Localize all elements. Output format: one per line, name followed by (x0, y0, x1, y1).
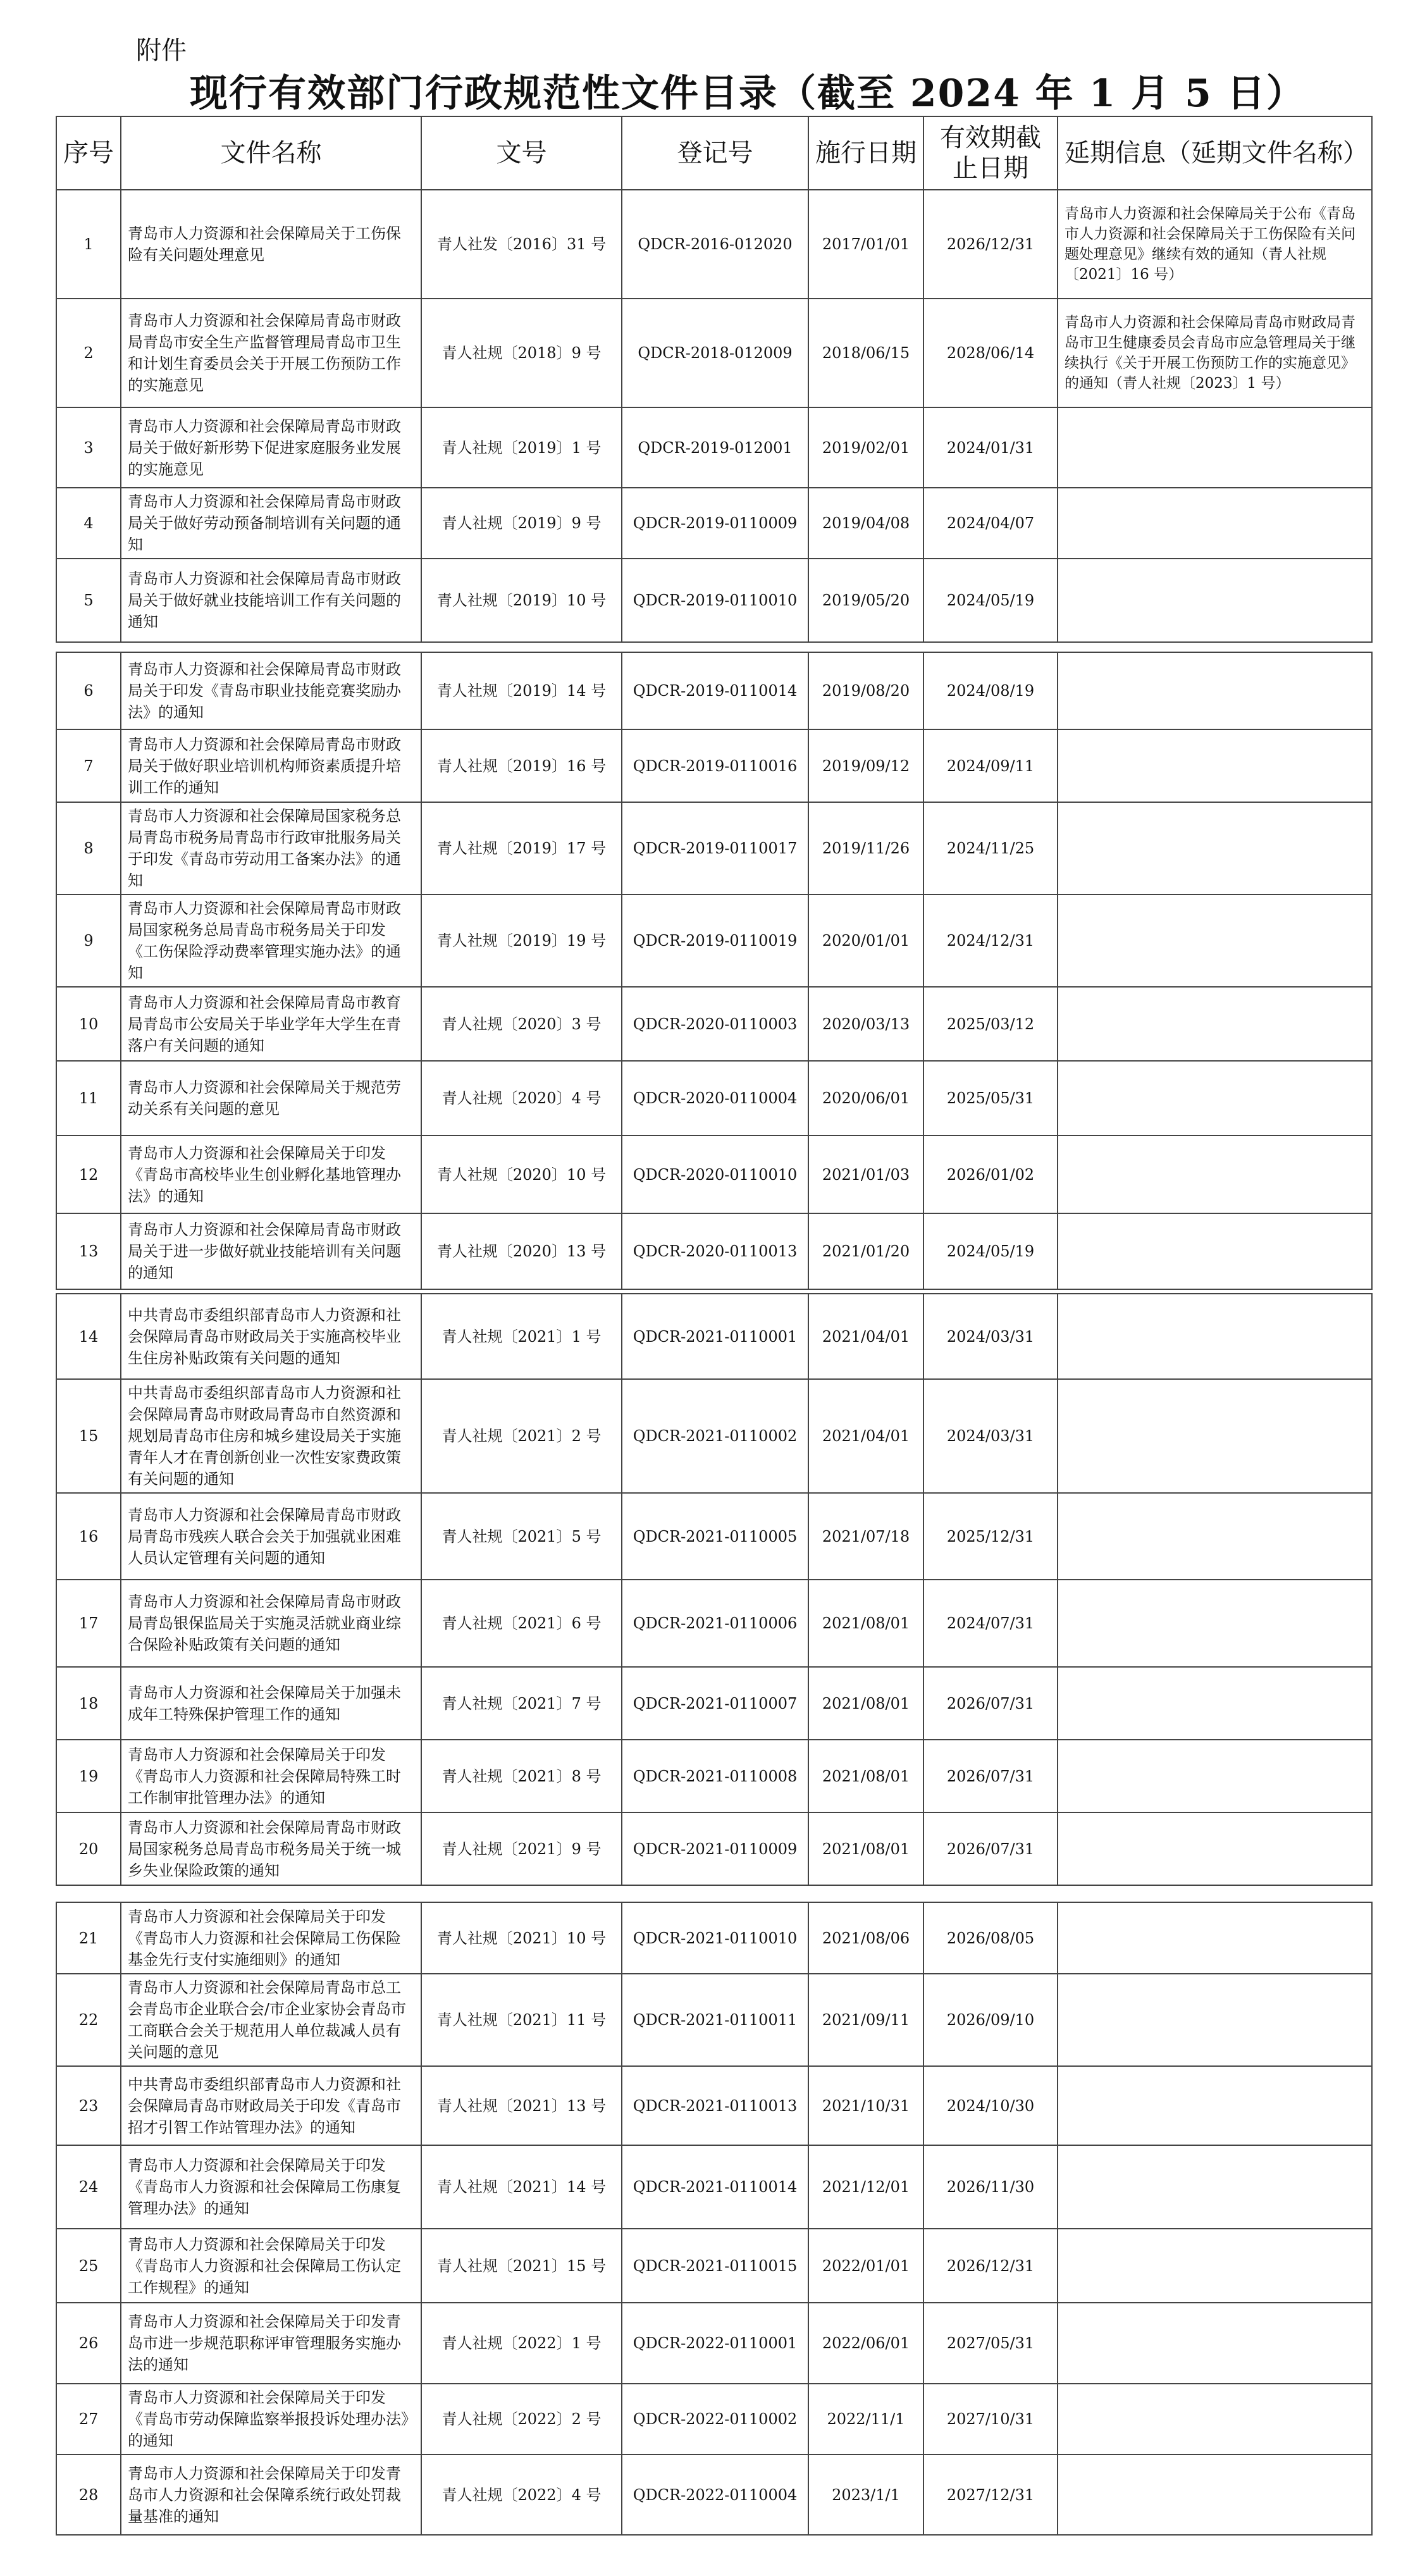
file-name: 青岛市人力资源和社会保障局关于印发青岛市人力资源和社会保障系统行政处罚裁量基准的通知 (121, 2455, 421, 2535)
expiry-date: 2024/08/19 (923, 652, 1058, 729)
document-number: 青人社规〔2019〕9 号 (421, 488, 622, 559)
document-number: 青人社规〔2019〕16 号 (421, 729, 622, 802)
table-row (56, 2145, 1372, 2229)
expiry-date: 2026/07/31 (923, 1812, 1058, 1885)
effective-date: 2019/08/20 (808, 652, 923, 729)
registration-number: QDCR-2019-0110014 (622, 652, 808, 729)
registration-number: QDCR-2021-0110002 (622, 1379, 808, 1493)
file-name: 青岛市人力资源和社会保障局关于印发《青岛市人力资源和社会保障局工伤康复管理办法》的通知 (121, 2145, 421, 2229)
row-number: 21 (56, 1902, 121, 1974)
effective-date: 2019/11/26 (808, 802, 923, 895)
extension-info (1058, 1213, 1372, 1289)
registration-number: QDCR-2019-0110017 (622, 802, 808, 895)
effective-date: 2021/08/01 (808, 1667, 923, 1740)
extension-info (1058, 1580, 1372, 1667)
expiry-date: 2026/07/31 (923, 1740, 1058, 1812)
file-name: 青岛市人力资源和社会保障局青岛市财政局青岛银保监局关于实施灵活就业商业综合保险补贴政策有关问题的通知 (121, 1580, 421, 1667)
effective-date: 2017/01/01 (808, 190, 923, 299)
document-number: 青人社规〔2021〕8 号 (421, 1740, 622, 1812)
row-number: 22 (56, 1974, 121, 2066)
document-number: 青人社规〔2021〕7 号 (421, 1667, 622, 1740)
registration-number: QDCR-2021-0110015 (622, 2229, 808, 2303)
document-number: 青人社规〔2021〕6 号 (421, 1580, 622, 1667)
row-number: 1 (56, 190, 121, 299)
row-number: 13 (56, 1213, 121, 1289)
document-number: 青人社规〔2021〕2 号 (421, 1379, 622, 1493)
table-row (56, 190, 1372, 299)
effective-date: 2019/09/12 (808, 729, 923, 802)
extension-info (1058, 652, 1372, 729)
extension-info (1058, 2066, 1372, 2145)
effective-date: 2021/12/01 (808, 2145, 923, 2229)
effective-date: 2021/08/06 (808, 1902, 923, 1974)
row-number: 11 (56, 1061, 121, 1136)
extension-info (1058, 488, 1372, 559)
extension-info: 青岛市人力资源和社会保障局关于公布《青岛市人力资源和社会保障局关于工伤保险有关问题处理意见》继续有效的通知（青人社规〔2021〕16 号） (1058, 190, 1372, 299)
table-row (56, 1136, 1372, 1213)
table-row (56, 1580, 1372, 1667)
effective-date: 2021/07/18 (808, 1493, 923, 1580)
row-number: 7 (56, 729, 121, 802)
file-name: 青岛市人力资源和社会保障局关于规范劳动关系有关问题的意见 (121, 1061, 421, 1136)
table-row (56, 2229, 1372, 2303)
table-row (56, 1294, 1372, 1379)
expiry-date: 2025/05/31 (923, 1061, 1058, 1136)
row-number: 2 (56, 299, 121, 407)
file-name: 青岛市人力资源和社会保障局青岛市财政局国家税务总局青岛市税务局关于印发《工伤保险浮动费率管理实施办法》的通知 (121, 895, 421, 987)
registration-number: QDCR-2021-0110008 (622, 1740, 808, 1812)
file-name: 青岛市人力资源和社会保障局青岛市财政局关于做好就业技能培训工作有关问题的通知 (121, 559, 421, 642)
table-row (56, 2455, 1372, 2535)
document-number: 青人社规〔2021〕5 号 (421, 1493, 622, 1580)
expiry-date: 2024/03/31 (923, 1379, 1058, 1493)
file-name: 青岛市人力资源和社会保障局关于印发《青岛市人力资源和社会保障局工伤认定工作规程》的通知 (121, 2229, 421, 2303)
table-row (56, 1061, 1372, 1136)
file-name: 青岛市人力资源和社会保障局青岛市财政局关于做好新形势下促进家庭服务业发展的实施意见 (121, 407, 421, 488)
row-number: 14 (56, 1294, 121, 1379)
file-name: 青岛市人力资源和社会保障局青岛市财政局关于做好劳动预备制培训有关问题的通知 (121, 488, 421, 559)
registration-number: QDCR-2019-0110009 (622, 488, 808, 559)
expiry-date: 2026/01/02 (923, 1136, 1058, 1213)
extension-info (1058, 1294, 1372, 1379)
registration-number: QDCR-2021-0110010 (622, 1902, 808, 1974)
extension-info (1058, 407, 1372, 488)
expiry-date: 2027/05/31 (923, 2303, 1058, 2384)
registration-number: QDCR-2018-012009 (622, 299, 808, 407)
row-number: 5 (56, 559, 121, 642)
document-number: 青人社规〔2022〕4 号 (421, 2455, 622, 2535)
extension-info (1058, 895, 1372, 987)
extension-info (1058, 1061, 1372, 1136)
expiry-date: 2026/07/31 (923, 1667, 1058, 1740)
document-number: 青人社规〔2021〕11 号 (421, 1974, 622, 2066)
table-row (56, 802, 1372, 895)
column-header-expiry-date: 有效期截止日期 (923, 116, 1058, 190)
row-number: 6 (56, 652, 121, 729)
row-number: 27 (56, 2384, 121, 2455)
column-header-file-name: 文件名称 (121, 116, 421, 190)
registration-number: QDCR-2022-0110001 (622, 2303, 808, 2384)
extension-info (1058, 1740, 1372, 1812)
expiry-date: 2024/11/25 (923, 802, 1058, 895)
registration-number: QDCR-2019-0110010 (622, 559, 808, 642)
registration-number: QDCR-2021-0110007 (622, 1667, 808, 1740)
extension-info (1058, 559, 1372, 642)
registration-number: QDCR-2021-0110001 (622, 1294, 808, 1379)
extension-info (1058, 1902, 1372, 1974)
row-number: 28 (56, 2455, 121, 2535)
effective-date: 2018/06/15 (808, 299, 923, 407)
document-number: 青人社规〔2019〕1 号 (421, 407, 622, 488)
table-row (56, 1812, 1372, 1885)
row-number: 4 (56, 488, 121, 559)
expiry-date: 2025/12/31 (923, 1493, 1058, 1580)
extension-info (1058, 2229, 1372, 2303)
effective-date: 2021/01/20 (808, 1213, 923, 1289)
expiry-date: 2026/08/05 (923, 1902, 1058, 1974)
table-row (56, 729, 1372, 802)
file-name: 中共青岛市委组织部青岛市人力资源和社会保障局青岛市财政局关于实施高校毕业生住房补贴政策有关问题的通知 (121, 1294, 421, 1379)
document-number: 青人社规〔2021〕1 号 (421, 1294, 622, 1379)
table-row (56, 652, 1372, 729)
effective-date: 2019/04/08 (808, 488, 923, 559)
expiry-date: 2027/10/31 (923, 2384, 1058, 2455)
file-name: 青岛市人力资源和社会保障局青岛市财政局关于进一步做好就业技能培训有关问题的通知 (121, 1213, 421, 1289)
document-number: 青人社规〔2019〕14 号 (421, 652, 622, 729)
effective-date: 2022/01/01 (808, 2229, 923, 2303)
row-number: 8 (56, 802, 121, 895)
extension-info (1058, 2145, 1372, 2229)
attachment-label: 附件 (136, 36, 187, 65)
extension-info (1058, 729, 1372, 802)
expiry-date: 2028/06/14 (923, 299, 1058, 407)
registration-number: QDCR-2021-0110009 (622, 1812, 808, 1885)
table-row (56, 559, 1372, 642)
file-name: 青岛市人力资源和社会保障局青岛市财政局青岛市残疾人联合会关于加强就业困难人员认定管理有关问题的通知 (121, 1493, 421, 1580)
table-section (56, 652, 1373, 1290)
expiry-date: 2025/03/12 (923, 987, 1058, 1061)
registration-number: QDCR-2021-0110011 (622, 1974, 808, 2066)
document-number: 青人社规〔2021〕10 号 (421, 1902, 622, 1974)
file-name: 中共青岛市委组织部青岛市人力资源和社会保障局青岛市财政局关于印发《青岛市招才引智工作站管理办法》的通知 (121, 2066, 421, 2145)
file-name: 青岛市人力资源和社会保障局关于加强未成年工特殊保护管理工作的通知 (121, 1667, 421, 1740)
table-row (56, 895, 1372, 987)
effective-date: 2019/05/20 (808, 559, 923, 642)
expiry-date: 2026/11/30 (923, 2145, 1058, 2229)
document-number: 青人社规〔2021〕14 号 (421, 2145, 622, 2229)
document-number: 青人社规〔2021〕13 号 (421, 2066, 622, 2145)
table-row (56, 2384, 1372, 2455)
registration-number: QDCR-2019-0110016 (622, 729, 808, 802)
expiry-date: 2024/09/11 (923, 729, 1058, 802)
column-header-registration-number: 登记号 (622, 116, 808, 190)
expiry-date: 2024/05/19 (923, 1213, 1058, 1289)
expiry-date: 2026/12/31 (923, 190, 1058, 299)
extension-info (1058, 2303, 1372, 2384)
row-number: 25 (56, 2229, 121, 2303)
document-number: 青人社规〔2019〕19 号 (421, 895, 622, 987)
page-title: 现行有效部门行政规范性文件目录（截至 2024 年 1 月 5 日） (190, 71, 1306, 116)
expiry-date: 2024/01/31 (923, 407, 1058, 488)
effective-date: 2022/11/1 (808, 2384, 923, 2455)
expiry-date: 2024/03/31 (923, 1294, 1058, 1379)
row-number: 20 (56, 1812, 121, 1885)
expiry-date: 2027/12/31 (923, 2455, 1058, 2535)
document-number: 青人社规〔2021〕15 号 (421, 2229, 622, 2303)
effective-date: 2020/01/01 (808, 895, 923, 987)
extension-info (1058, 1379, 1372, 1493)
row-number: 23 (56, 2066, 121, 2145)
effective-date: 2021/04/01 (808, 1294, 923, 1379)
registration-number: QDCR-2019-012001 (622, 407, 808, 488)
table-row (56, 488, 1372, 559)
effective-date: 2021/08/01 (808, 1812, 923, 1885)
document-number: 青人社规〔2022〕1 号 (421, 2303, 622, 2384)
table-row (56, 1667, 1372, 1740)
file-name: 青岛市人力资源和社会保障局青岛市财政局关于做好职业培训机构师资素质提升培训工作的通知 (121, 729, 421, 802)
expiry-date: 2024/10/30 (923, 2066, 1058, 2145)
file-name: 中共青岛市委组织部青岛市人力资源和社会保障局青岛市财政局青岛市自然资源和规划局青岛市住房和城乡建设局关于实施青年人才在青创新创业一次性安家费政策有关问题的通知 (121, 1379, 421, 1493)
row-number: 3 (56, 407, 121, 488)
table-section (56, 1293, 1373, 1886)
file-name: 青岛市人力资源和社会保障局关于印发《青岛市劳动保障监察举报投诉处理办法》的通知 (121, 2384, 421, 2455)
expiry-date: 2024/04/07 (923, 488, 1058, 559)
table-row (56, 299, 1372, 407)
registration-number: QDCR-2021-0110005 (622, 1493, 808, 1580)
file-name: 青岛市人力资源和社会保障局青岛市财政局国家税务总局青岛市税务局关于统一城乡失业保险政策的通知 (121, 1812, 421, 1885)
registration-number: QDCR-2020-0110013 (622, 1213, 808, 1289)
effective-date: 2023/1/1 (808, 2455, 923, 2535)
table-row (56, 407, 1372, 488)
extension-info (1058, 1812, 1372, 1885)
effective-date: 2022/06/01 (808, 2303, 923, 2384)
registration-number: QDCR-2021-0110006 (622, 1580, 808, 1667)
row-number: 16 (56, 1493, 121, 1580)
registration-number: QDCR-2021-0110013 (622, 2066, 808, 2145)
expiry-date: 2024/07/31 (923, 1580, 1058, 1667)
extension-info (1058, 1974, 1372, 2066)
file-name: 青岛市人力资源和社会保障局关于印发《青岛市人力资源和社会保障局工伤保险基金先行支付实施细则》的通知 (121, 1902, 421, 1974)
file-name: 青岛市人力资源和社会保障局国家税务总局青岛市税务局青岛市行政审批服务局关于印发《青岛市劳动用工备案办法》的通知 (121, 802, 421, 895)
extension-info (1058, 987, 1372, 1061)
table-section (56, 1902, 1373, 2536)
document-number: 青人社规〔2018〕9 号 (421, 299, 622, 407)
table-section (56, 189, 1373, 643)
extension-info (1058, 2384, 1372, 2455)
registration-number: QDCR-2022-0110004 (622, 2455, 808, 2535)
row-number: 10 (56, 987, 121, 1061)
expiry-date: 2024/05/19 (923, 559, 1058, 642)
file-name: 青岛市人力资源和社会保障局关于印发《青岛市高校毕业生创业孵化基地管理办法》的通知 (121, 1136, 421, 1213)
extension-info (1058, 1136, 1372, 1213)
document-number: 青人社规〔2019〕17 号 (421, 802, 622, 895)
registration-number: QDCR-2022-0110002 (622, 2384, 808, 2455)
column-header-row-number: 序号 (56, 116, 121, 190)
expiry-date: 2026/09/10 (923, 1974, 1058, 2066)
effective-date: 2021/08/01 (808, 1740, 923, 1812)
table-row (56, 2303, 1372, 2384)
document-number: 青人社规〔2020〕3 号 (421, 987, 622, 1061)
table-row (56, 2066, 1372, 2145)
registration-number: QDCR-2020-0110010 (622, 1136, 808, 1213)
registration-number: QDCR-2021-0110014 (622, 2145, 808, 2229)
table-header (56, 116, 1373, 190)
effective-date: 2021/10/31 (808, 2066, 923, 2145)
row-number: 18 (56, 1667, 121, 1740)
row-number: 26 (56, 2303, 121, 2384)
file-name: 青岛市人力资源和社会保障局关于工伤保险有关问题处理意见 (121, 190, 421, 299)
extension-info (1058, 802, 1372, 895)
document-number: 青人社规〔2020〕13 号 (421, 1213, 622, 1289)
table-row (56, 1740, 1372, 1812)
document-number: 青人社规〔2021〕9 号 (421, 1812, 622, 1885)
registration-number: QDCR-2020-0110003 (622, 987, 808, 1061)
file-name: 青岛市人力资源和社会保障局青岛市总工会青岛市企业联合会/市企业家协会青岛市工商联合会关于规范用人单位裁减人员有关问题的意见 (121, 1974, 421, 2066)
effective-date: 2020/06/01 (808, 1061, 923, 1136)
registration-number: QDCR-2019-0110019 (622, 895, 808, 987)
column-header-document-number: 文号 (421, 116, 622, 190)
effective-date: 2021/09/11 (808, 1974, 923, 2066)
table-row (56, 1493, 1372, 1580)
row-number: 24 (56, 2145, 121, 2229)
row-number: 19 (56, 1740, 121, 1812)
document-number: 青人社发〔2016〕31 号 (421, 190, 622, 299)
registration-number: QDCR-2020-0110004 (622, 1061, 808, 1136)
expiry-date: 2024/12/31 (923, 895, 1058, 987)
document-number: 青人社规〔2020〕10 号 (421, 1136, 622, 1213)
document-number: 青人社规〔2022〕2 号 (421, 2384, 622, 2455)
file-name: 青岛市人力资源和社会保障局关于印发《青岛市人力资源和社会保障局特殊工时工作制审批管理办法》的通知 (121, 1740, 421, 1812)
expiry-date: 2026/12/31 (923, 2229, 1058, 2303)
table-row (56, 1974, 1372, 2066)
document-number: 青人社规〔2020〕4 号 (421, 1061, 622, 1136)
table-row (56, 1379, 1372, 1493)
table-row (56, 1213, 1372, 1289)
file-name: 青岛市人力资源和社会保障局青岛市财政局青岛市安全生产监督管理局青岛市卫生和计划生育委员会关于开展工伤预防工作的实施意见 (121, 299, 421, 407)
row-number: 12 (56, 1136, 121, 1213)
registration-number: QDCR-2016-012020 (622, 190, 808, 299)
file-name: 青岛市人力资源和社会保障局青岛市财政局关于印发《青岛市职业技能竞赛奖励办法》的通知 (121, 652, 421, 729)
file-name: 青岛市人力资源和社会保障局青岛市教育局青岛市公安局关于毕业学年大学生在青落户有关问题的通知 (121, 987, 421, 1061)
extension-info (1058, 2455, 1372, 2535)
extension-info (1058, 1493, 1372, 1580)
effective-date: 2019/02/01 (808, 407, 923, 488)
column-header-extension-info: 延期信息（延期文件名称） (1058, 116, 1372, 190)
row-number: 9 (56, 895, 121, 987)
extension-info (1058, 1667, 1372, 1740)
column-header-effective-date: 施行日期 (808, 116, 923, 190)
row-number: 17 (56, 1580, 121, 1667)
effective-date: 2021/01/03 (808, 1136, 923, 1213)
effective-date: 2020/03/13 (808, 987, 923, 1061)
table-row (56, 987, 1372, 1061)
extension-info: 青岛市人力资源和社会保障局青岛市财政局青岛市卫生健康委员会青岛市应急管理局关于继续执行《关于开展工伤预防工作的实施意见》的通知（青人社规〔2023〕1 号） (1058, 299, 1372, 407)
file-name: 青岛市人力资源和社会保障局关于印发青岛市进一步规范职称评审管理服务实施办法的通知 (121, 2303, 421, 2384)
row-number: 15 (56, 1379, 121, 1493)
effective-date: 2021/08/01 (808, 1580, 923, 1667)
effective-date: 2021/04/01 (808, 1379, 923, 1493)
document-number: 青人社规〔2019〕10 号 (421, 559, 622, 642)
table-row (56, 1902, 1372, 1974)
